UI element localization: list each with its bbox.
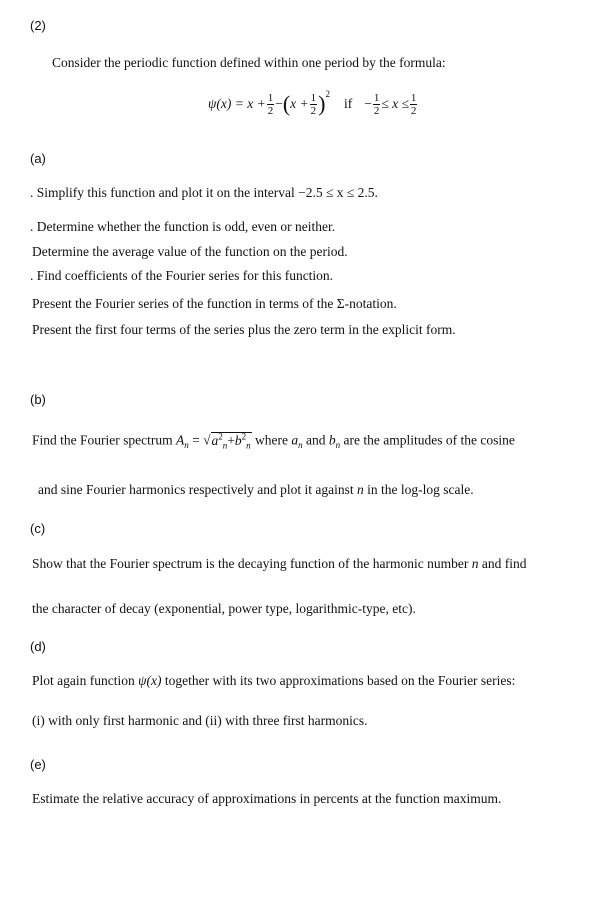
formula-inner: x + <box>290 96 309 111</box>
part-a-line-1: . Simplify this function and plot it on the interval −2.5 ≤ x ≤ 2.5. <box>30 185 378 200</box>
part-b-line-1: Find the Fourier spectrum $A_n = √a^2_n+b^2_n$ where $a_n$ and $b_n$ are the amplitudes of the cosine <box>32 431 515 451</box>
range-lower: $\frac{1}{2}$ <box>373 91 380 117</box>
range-mid: ≤ x ≤ <box>381 96 409 111</box>
intro-text: Consider the periodic function defined within one period by the formula: <box>52 55 446 70</box>
range-minus: − <box>364 96 372 111</box>
part-d-line-1: Plot again function ψ(x) together with its two approximations based on the Fourier series: <box>32 673 516 688</box>
part-c-line-1: Show that the Fourier spectrum is the decaying function of the harmonic number n and find <box>32 556 527 571</box>
part-c-label: (c) <box>30 521 46 536</box>
paren-left: ( <box>282 91 291 116</box>
formula-half-2: $\frac{1}{2}$ <box>310 91 317 117</box>
part-a-line-5: Present the Fourier series of the function in terms of the Σ-notation. <box>32 296 397 311</box>
part-c-line-2: the character of decay (exponential, power type, logarithmic-type, etc). <box>32 601 416 616</box>
paren-right: ) <box>318 91 326 116</box>
part-d-line-2: (i) with only first harmonic and (ii) with three first harmonics. <box>32 713 368 728</box>
part-e-label: (e) <box>30 757 46 772</box>
part-e-line-1: Estimate the relative accuracy of approximations in percents at the function maximum. <box>32 791 502 806</box>
part-a-line-3: Determine the average value of the function on the period. <box>32 244 348 259</box>
formula-lhs: ψ(x) = x + <box>208 96 266 111</box>
part-a-line-4: . Find coefficients of the Fourier series for this function. <box>30 268 334 283</box>
part-d-label: (d) <box>30 639 46 654</box>
formula-if: if <box>343 96 353 111</box>
formula <box>208 84 418 124</box>
formula-minus: − <box>275 96 283 111</box>
part-a-line-6: Present the first four terms of the series plus the zero term in the explicit form. <box>32 322 456 337</box>
part-a-line-2: . Determine whether the function is odd, even or neither. <box>30 219 336 234</box>
formula-half-1: $\frac{1}{2}$ <box>267 91 274 117</box>
part-a-label: (a) <box>30 151 46 166</box>
range-upper: $\frac{1}{2}$ <box>410 91 417 117</box>
part-b-label: (b) <box>30 392 46 407</box>
problem-number: (2) <box>30 18 46 33</box>
part-b-line-2: and sine Fourier harmonics respectively and plot it against n in the log-log scale. <box>38 482 474 497</box>
formula-power: 2 <box>325 89 330 99</box>
